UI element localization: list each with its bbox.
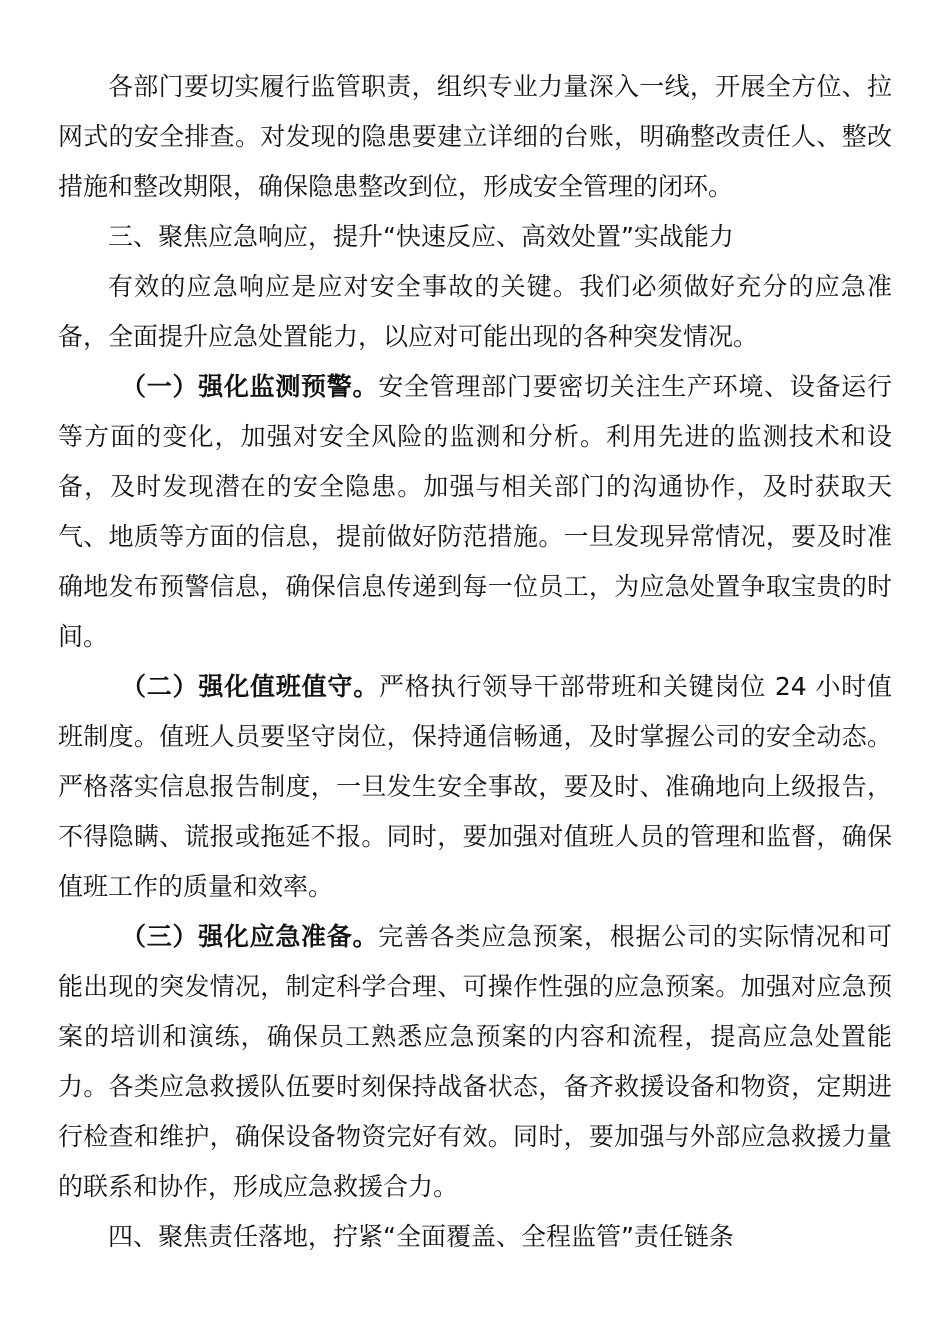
subsection-text: 完善各类应急预案，根据公司的实际情况和可能出现的突发情况，制定科学合理、可操作性强的应急预案。加强对应急预案的培训和演练，确保员工熟悉应急预案的内容和流程，提高应急处置能力。各类应急救援队伍要时刻保持战备状态，备齐救援设备和物资，定期进行检查和维护，确保设备物资完好有效。同时，要加强与外部应急救援力量的联系和协作，形成应急救援合力。 bbox=[58, 922, 892, 1201]
subsection-preparedness bbox=[58, 912, 892, 1212]
section-heading-four: 四、聚焦责任落地，拧紧“全面覆盖、全程监管”责任链条 bbox=[108, 1222, 734, 1251]
subsection-title: （二）强化值班值守。 bbox=[121, 672, 380, 701]
subsection-monitoring bbox=[58, 362, 892, 662]
subsection-text: 严格执行领导干部带班和关键岗位 24 小时值班制度。值班人员要坚守岗位，保持通信畅通，及时掌握公司的安全动态。严格落实信息报告制度，一旦发生安全事故，要及时、准确地向上级报告，不得隐瞒、谎报或拖延不报。同时，要加强对值班人员的管理和监督，确保值班工作的质量和效率。 bbox=[58, 672, 892, 901]
paragraph-inspection: 各部门要切实履行监管职责，组织专业力量深入一线，开展全方位、拉网式的安全排查。对发现的隐患要建立详细的台账，明确整改责任人、整改措施和整改期限，确保隐患整改到位，形成安全管理的闭环。 bbox=[58, 72, 892, 201]
document-page bbox=[58, 62, 892, 1262]
section-heading-three: 三、聚焦应急响应，提升“快速反应、高效处置”实战能力 bbox=[108, 222, 734, 251]
subsection-title: （三）强化应急准备。 bbox=[121, 922, 379, 951]
subsection-duty bbox=[58, 662, 892, 912]
paragraph-emergency-intro: 有效的应急响应是应对安全事故的关键。我们必须做好充分的应急准备，全面提升应急处置能力，以应对可能出现的各种突发情况。 bbox=[58, 272, 892, 351]
subsection-text: 安全管理部门要密切关注生产环境、设备运行等方面的变化，加强对安全风险的监测和分析。利用先进的监测技术和设备，及时发现潜在的安全隐患。加强与相关部门的沟通协作，及时获取天气、地质等方面的信息，提前做好防范措施。一旦发现异常情况，要及时准确地发布预警信息，确保信息传递到每一位员工，为应急处置争取宝贵的时间。 bbox=[58, 372, 892, 651]
subsection-title: （一）强化监测预警。 bbox=[121, 372, 379, 401]
